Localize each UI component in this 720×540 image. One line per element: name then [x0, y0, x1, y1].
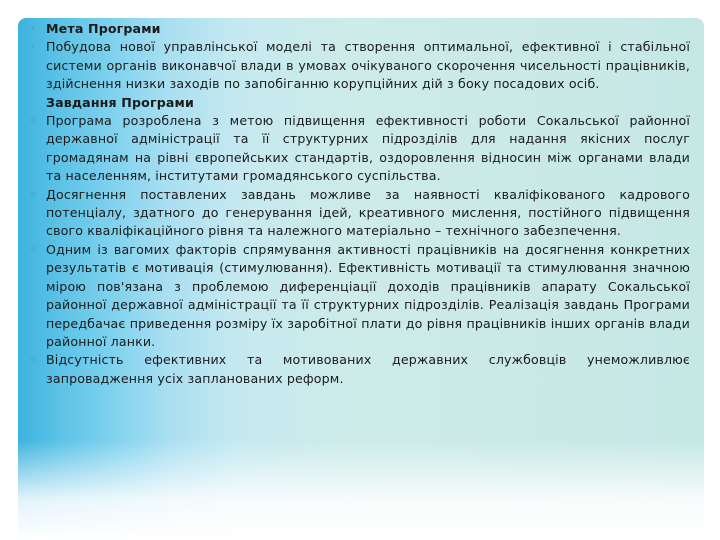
- bullet-star-icon: ✳: [28, 187, 38, 201]
- goal-text-item: [26, 38, 690, 93]
- task-item-2: [26, 186, 690, 241]
- task-item-3: [26, 241, 690, 351]
- slide-content: [26, 20, 690, 388]
- goal-heading: Мета Програми: [46, 21, 161, 36]
- task-text-3: Одним із вагомих факторів спрямування активності працівників на досягнення конкретних результатів є мотивація (стимулювання). Ефективність мотивації та стимулювання значною мірою пов'язана з проблемою диференціації доходів працівників апарату Сокальської районної державної адміністрації та її структурних підрозділів. Реалізація завдань Програми передбачає приведення розміру їх заробітної плати до рівня працівників інших органів влади районної ланки.: [46, 241, 690, 349]
- panel-fade: [18, 440, 704, 540]
- bullet-star-icon: ✳: [28, 353, 38, 367]
- task-text-4: Відсутність ефективних та мотивованих державних службовців унеможливлює запровадження усіх запланованих реформ.: [46, 352, 690, 386]
- task-item-1: [26, 112, 690, 186]
- goal-text: Побудова нової управлінської моделі та створення оптимальної, ефективної і стабільної системи органів виконавчої влади в умовах очікуваного скорочення чисельності працівників, здійснення низки заходів по запобіганню корупційних дій з боку посадових осіб.: [46, 39, 690, 92]
- bullet-dot-icon: •: [29, 40, 37, 54]
- bullet-dot-icon: •: [29, 22, 37, 35]
- goal-heading-item: [26, 20, 690, 38]
- bullet-star-icon: ✳: [28, 114, 38, 128]
- task-text-1: Програма розроблена з метою підвищення ефективності роботи Сокальської районної державної адміністрації та її структурних підрозділів для надання якісних послуг громадянам на рівні європейських стандартів, оздоровлення відносин між органами влади та населенням, інститутами громадянського суспільства.: [46, 113, 690, 184]
- bullet-star-icon: ✳: [28, 242, 38, 256]
- task-text-2: Досягнення поставлених завдань можливе за наявності кваліфікованого кадрового потенціалу, здатного до генерування ідей, креативного мислення, постійного підвищення свого кваліфікаційного рівня та належного матеріально – технічного забезпечення.: [46, 186, 690, 239]
- task-item-4: [26, 351, 690, 388]
- tasks-heading: Завдання Програми: [46, 94, 194, 110]
